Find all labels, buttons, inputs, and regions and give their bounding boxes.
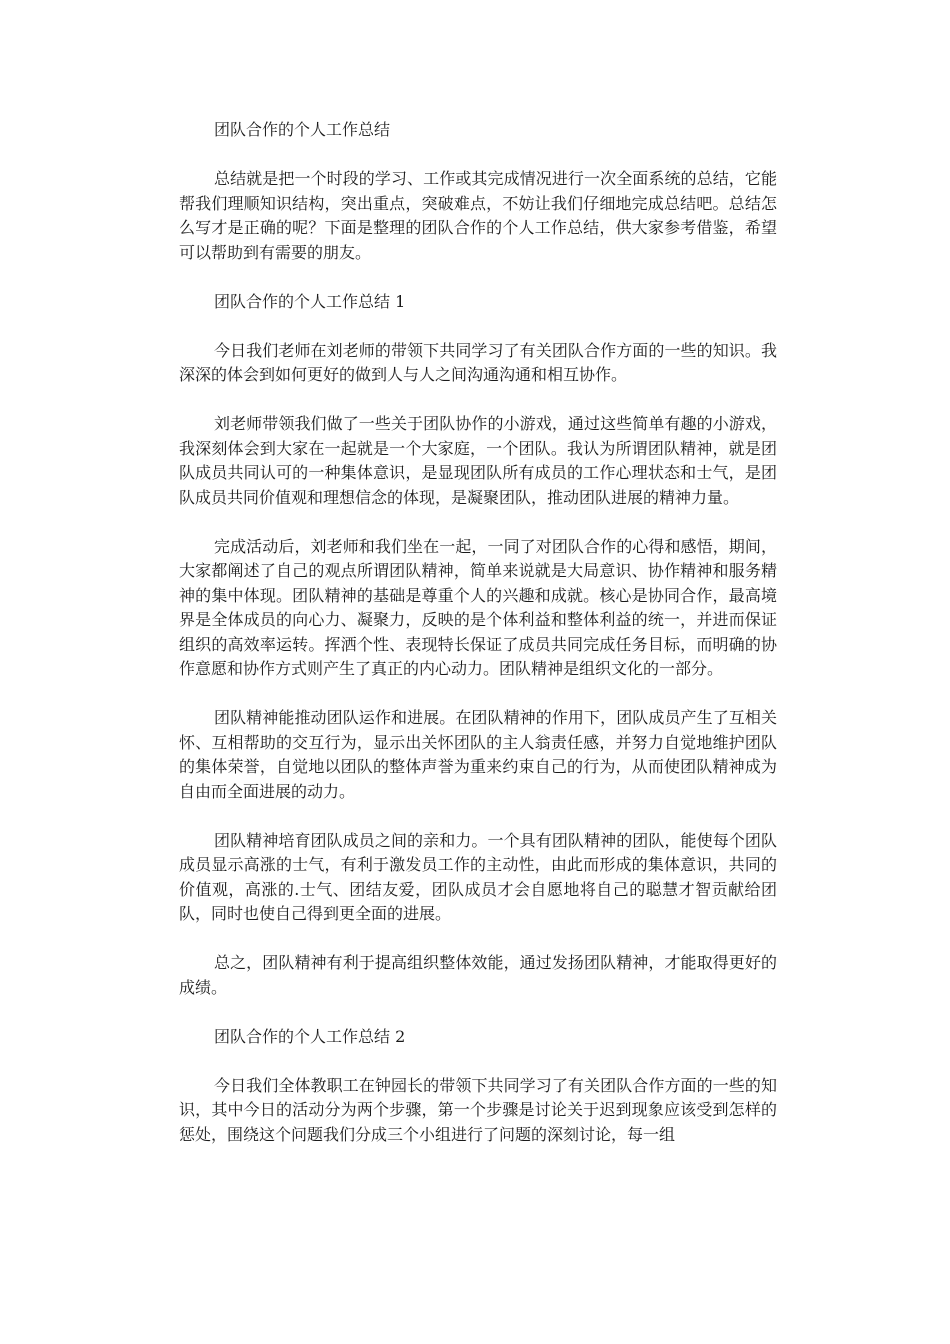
intro-paragraph: 总结就是把一个时段的学习、工作或其完成情况进行一次全面系统的总结，它能帮我们理顺知识结构，突出重点，突破难点，不妨让我们仔细地完成总结吧。总结怎么写才是正确的呢？下面是整理的团队合作的个人工作总结，供大家参考借鉴，希望可以帮助到有需要的朋友。 bbox=[179, 169, 777, 262]
document-body bbox=[179, 118, 777, 1172]
section-1-paragraph: 刘老师带领我们做了一些关于团队协作的小游戏，通过这些简单有趣的小游戏，我深刻体会到大家在一起就是一个大家庭，一个团队。我认为所谓团队精神，就是团队成员共同认可的一种集体意识，是显现团队所有成员的工作心理状态和士气，是团队成员共同价值观和理想信念的体现，是凝聚团队，推动团队进展的精神力量。 bbox=[179, 414, 777, 507]
section-1-paragraph: 团队精神培育团队成员之间的亲和力。一个具有团队精神的团队，能使每个团队成员显示高涨的士气，有利于激发员工作的主动性，由此而形成的集体意识，共同的价值观，高涨的.士气、团结友爱，团队成员才会自愿地将自己的聪慧才智贡献给团队，同时也使自己得到更全面的进展。 bbox=[179, 830, 777, 923]
section-1-paragraph: 总之，团队精神有利于提高组织整体效能，通过发扬团队精神，才能取得更好的成绩。 bbox=[179, 953, 777, 997]
section-2-paragraph: 今日我们全体教职工在钟园长的带领下共同学习了有关团队合作方面的一些的知识，其中今日的活动分为两个步骤，第一个步骤是讨论关于迟到现象应该受到怎样的惩处，围绕这个问题我们分成三个小组进行了问题的深刻讨论，每一组 bbox=[179, 1075, 777, 1144]
section-1-paragraph: 团队精神能推动团队运作和进展。在团队精神的作用下，团队成员产生了互相关怀、互相帮助的交互行为，显示出关怀团队的主人翁责任感，并努力自觉地维护团队的集体荣誉，自觉地以团队的整体声誉为重来约束自己的行为，从而使团队精神成为自由而全面进展的动力。 bbox=[179, 708, 777, 801]
document-title: 团队合作的个人工作总结 bbox=[214, 120, 391, 139]
section-1-paragraph: 今日我们老师在刘老师的带领下共同学习了有关团队合作方面的一些的知识。我深深的体会到如何更好的做到人与人之间沟通沟通和相互协作。 bbox=[179, 340, 777, 384]
section-1-paragraph: 完成活动后，刘老师和我们坐在一起，一同了对团队合作的心得和感悟，期间，大家都阐述了自己的观点所谓团队精神，简单来说就是大局意识、协作精神和服务精神的集中体现。团队精神的基础是尊重个人的兴趣和成就。核心是协同合作，最高境界是全体成员的向心力、凝聚力，反映的是个体利益和整体利益的统一，并进而保证组织的高效率运转。挥洒个性、表现特长保证了成员共同完成任务目标，而明确的协作意愿和协作方式则产生了真正的内心动力。团队精神是组织文化的一部分。 bbox=[179, 536, 777, 678]
section-1-heading: 团队合作的个人工作总结 1 bbox=[214, 291, 406, 311]
section-2-heading: 团队合作的个人工作总结 2 bbox=[214, 1026, 406, 1046]
